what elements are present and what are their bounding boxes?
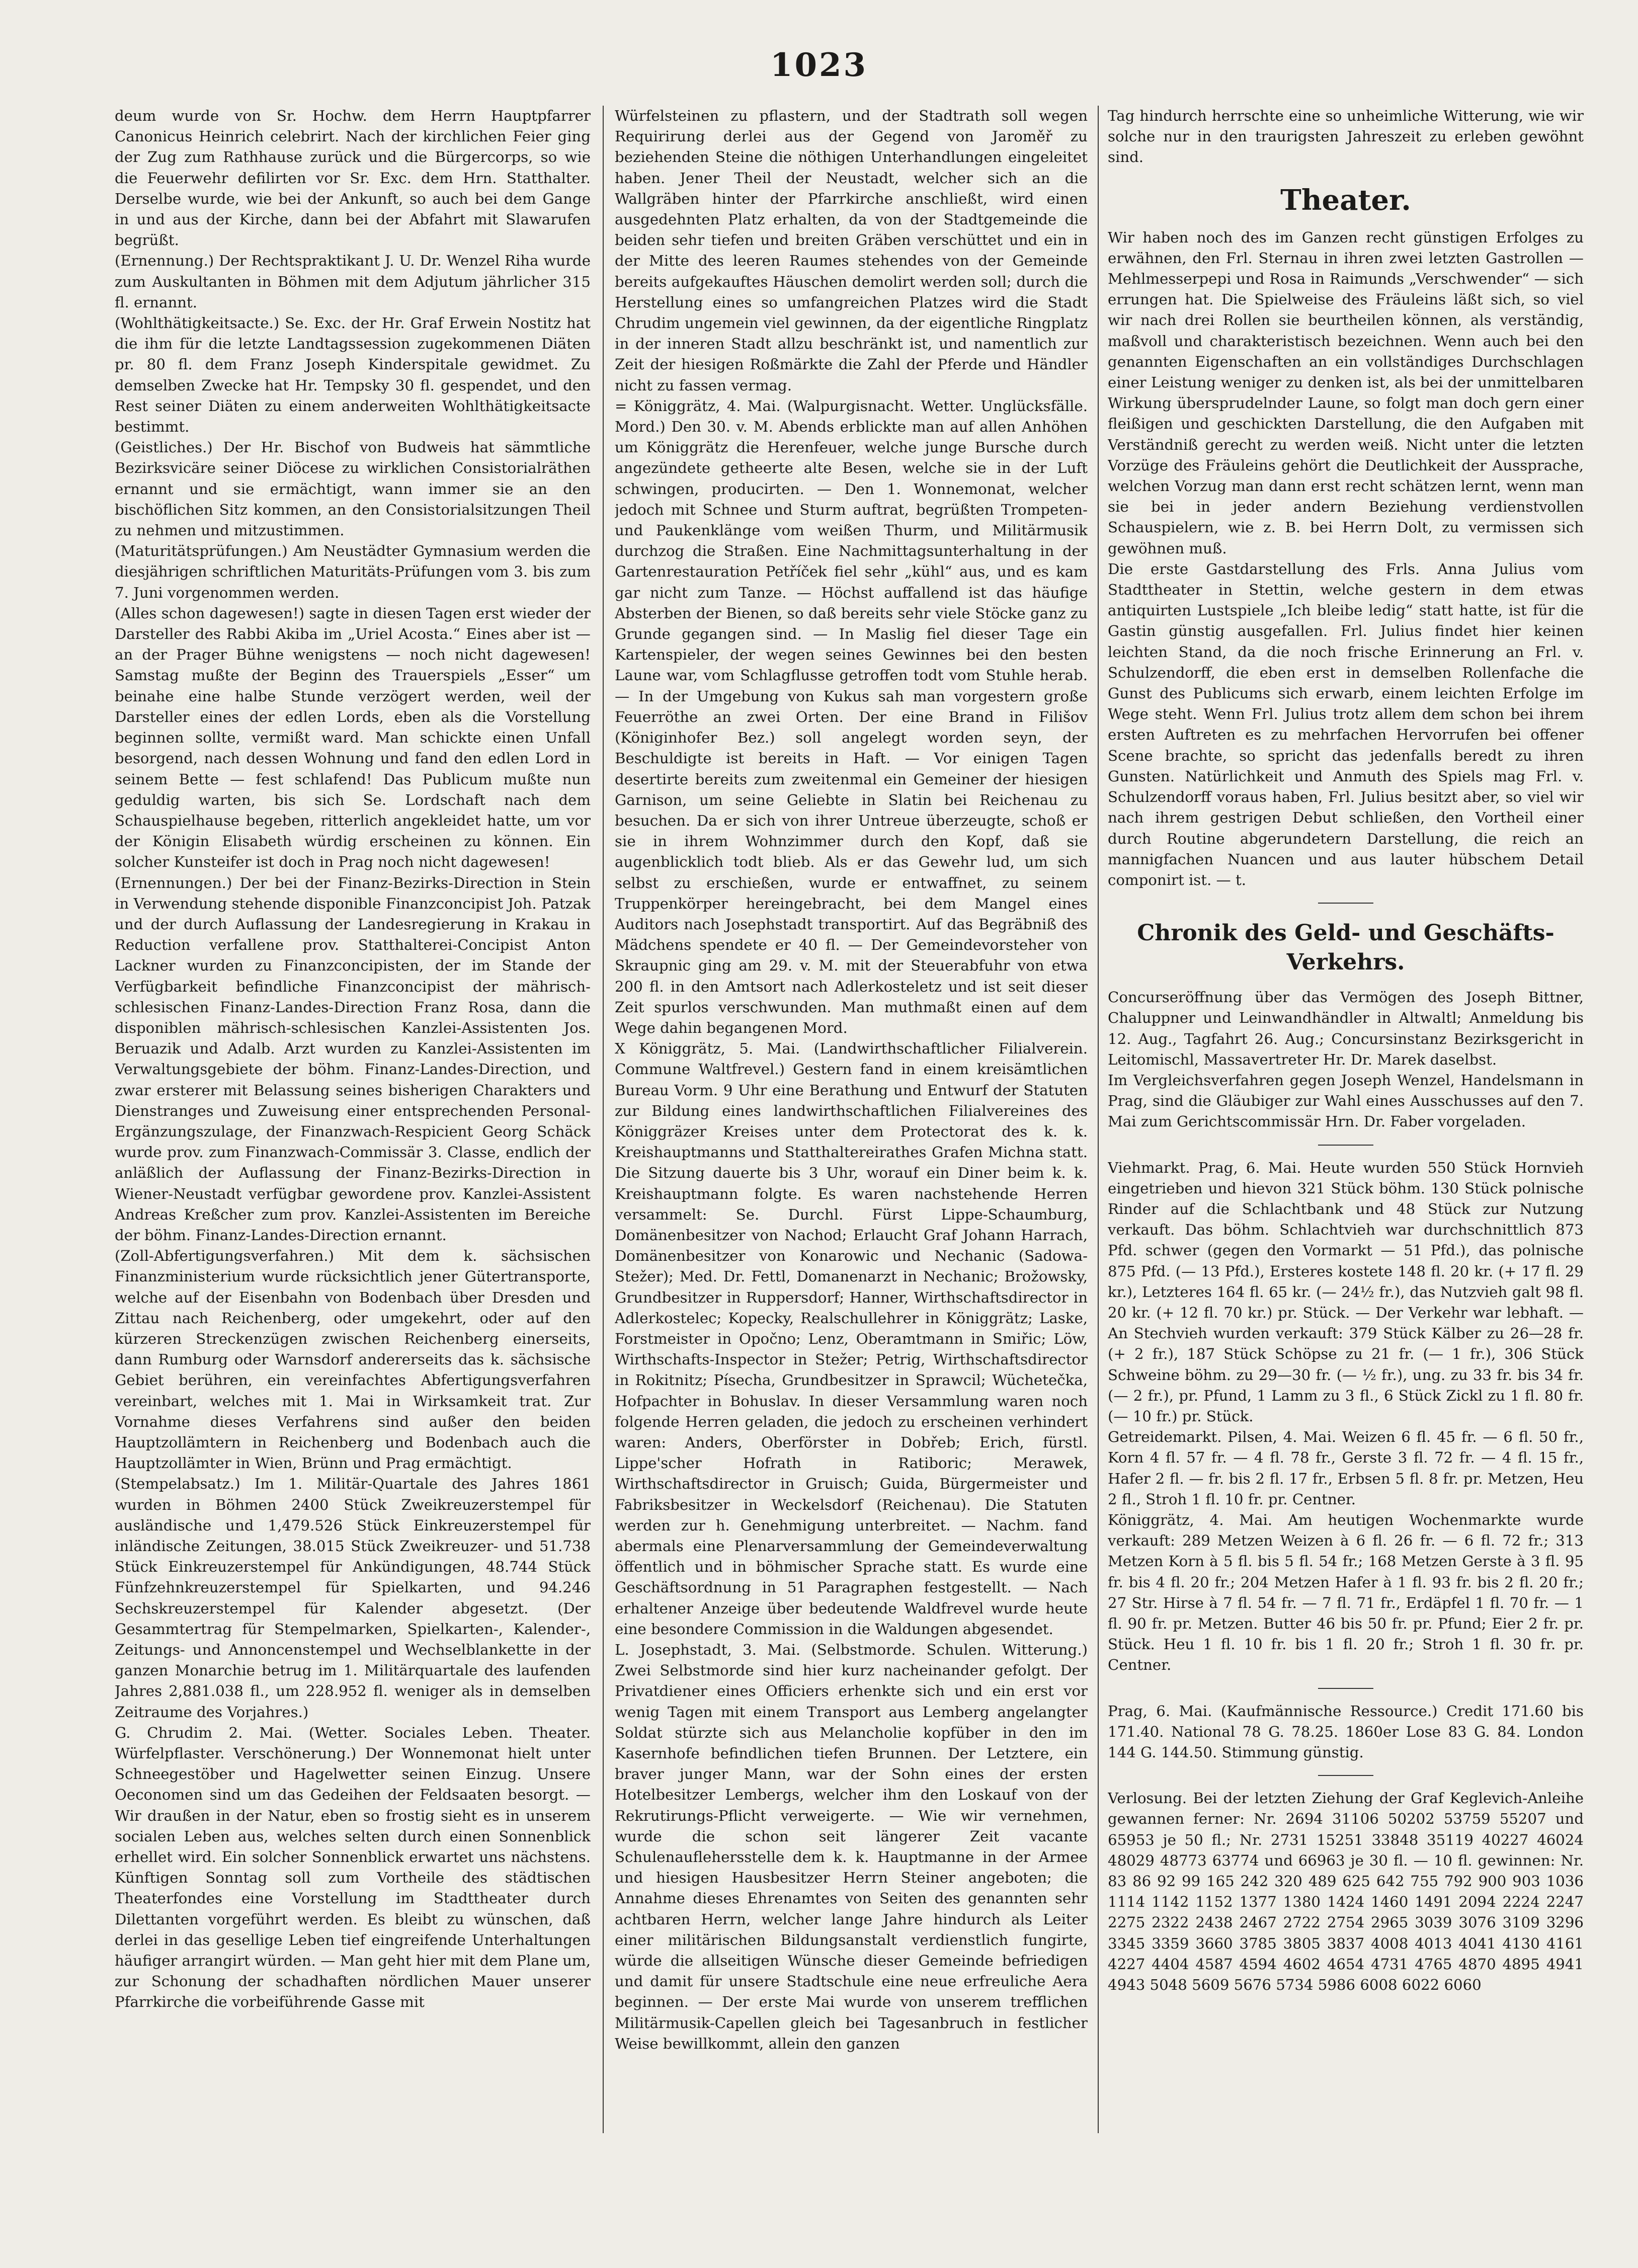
section-divider (1318, 1145, 1373, 1146)
column-rule (1098, 106, 1099, 2133)
paragraph: Würfelsteinen zu pflastern, und der Stadtrath soll wegen Requirirung derlei aus der Gegend von Jaroměř zu beziehenden Steine die nöthigen Unterhandlungen eingeleitet haben. Jener Theil der Neustadt, welcher sich an die Wallgräben hinter der Pfarrkirche anschließt, wird einen ausgedehnten Platz erhalten, da von der Stadtgemeinde die beiden sehr tiefen und breiten Gräben verschüttet und ein in der Mitte des leeren Raumes stehendes von der Gemeinde bereits aufgekauftes Häuschen demolirt werden soll; durch die Herstellung eines so umfangreichen Platzes wird die Stadt Chrudim ungemein viel gewinnen, da der eigentliche Ringplatz in der inneren Stadt allzu beschränkt ist, und namentlich zur Zeit der hiesigen Roßmärkte die Zahl der Pferde und Händler nicht zu fassen vermag. (615, 107, 1088, 394)
page-number: 1023 (770, 46, 868, 84)
column-rule (603, 106, 604, 2133)
paragraph: (Stempelabsatz.) Im 1. Militär-Quartale des Jahres 1861 wurden in Böhmen 2400 Stück Zweikreuzerstempel für ausländische und 1,479.526 Stück Einkreuzerstempel für inländische Zeitungen, 38.015 Stück Zweikreuzer- und 51.738 Stück Einkreuzerstempel für Ankündigungen, 48.744 Stück Fünfzehnkreuzerstempel für Spielkarten, und 94.246 Sechskreuzerstempel für Kalender abgesetzt. (Der Gesammtertrag für Stempelmarken, Spielkarten-, Kalender-, Zeitungs- und Annoncenstempel und Wechselblankette in der ganzen Monarchie betrug im 1. Militärquartale des laufenden Jahres 2,881.038 fl., um 228.952 fl. weniger als in demselben Zeitraume des Vorjahres.) (115, 1475, 591, 1721)
paragraph: Verlosung. Bei der letzten Ziehung der Graf Keglevich-Anleihe gewannen ferner: Nr. 2694 31106 50202 53759 55207 und 65953 je 50 fl.; Nr. 2731 15251 33848 35119 40227 46024 48029 48773 63774 und 66963 je 30 fl. — 10 fl. gewinnen: Nr. 83 86 92 99 165 242 320 489 625 642 755 792 900 903 1036 1114 1142 1152 1377 1380 1424 1460 1491 2094 2224 2247 2275 2322 2438 2467 2722 2754 2965 3039 3076 3109 3296 3345 3359 3660 3785 3805 3837 4008 4013 4041 4130 4161 4227 4404 4587 4594 4602 4654 4731 4765 4870 4895 4941 4943 5048 5609 5676 5734 5986 6008 6022 6060 (1108, 1790, 1584, 1994)
paragraph: (Ernennung.) Der Rechtspraktikant J. U. Dr. Wenzel Riha wurde zum Auskultanten in Böhmen mit dem Adjutum jährlicher 315 fl. ernannt. (115, 252, 591, 311)
paragraph: (Wohlthätigkeitsacte.) Se. Exc. der Hr. Graf Erwein Nostitz hat die ihm für die letzte Landtagssession zugekommenen Diäten pr. 80 fl. dem Franz Joseph Kinderspitale gewidmet. Zu demselben Zwecke hat Hr. Tempsky 30 fl. gespendet, und den Rest seiner Diäten zu einem anderweiten Wohlthätigkeitsacte bestimmt. (115, 314, 591, 436)
paragraph: (Ernennungen.) Der bei der Finanz-Bezirks-Direction in Stein in Verwendung stehende disponible Finanzconcipist Joh. Patzak und der durch Auflassung der Landesregierung in Krakau in Reduction verfallene prov. Statthalterei-Concipist Anton Lackner wurden zu Finanzconcipisten, der im Stande der Verfügbarkeit befindliche Finanzconcipist der mährisch-schlesischen Finanz-Landes-Direction Franz Rosa, dann die disponiblen mährisch-schlesischen Kanzlei-Assistenten Jos. Beruazik und Adalb. Arzt wurden zu Kanzlei-Assistenten im Verwaltungsgebiete der böhm. Finanz-Landes-Direction, und zwar ersterer mit Belassung seines bisherigen Charakters und Dienstranges und Zuweisung einer entsprechenden Personal-Ergänzungszulage, der Finanzwach-Respicient Georg Schäck wurde prov. zum Finanzwach-Commissär 3. Classe, endlich der anläßlich der Auflassung der Finanz-Bezirks-Direction in Wiener-Neustadt verfügbar gewordene prov. Kanzlei-Assistent Andreas Kreßcher zum prov. Kanzlei-Assistenten im Bereiche der böhm. Finanz-Landes-Direction ernannt. (115, 874, 591, 1244)
paragraph: Königgrätz, 4. Mai. Am heutigen Wochenmarkte wurde verkauft: 289 Metzen Weizen à 6 fl. 26 fr. — 6 fl. 72 fr.; 313 Metzen Korn à 5 fl. bis 5 fl. 54 fr.; 168 Metzen Gerste à 3 fl. 95 fr. bis 4 fl. 20 fr.; 204 Metzen Hafer à 1 fl. 93 fr. bis 2 fl. 20 fr.; 27 Str. Hirse à 7 fl. 54 fr. — 7 fl. 71 fr., Erdäpfel 1 fl. 70 fr. — 1 fl. 90 fr. pr. Metzen. Butter 46 bis 50 fr. pr. Pfund; Eier 2 fr. pr. Stück. Heu 1 fl. 10 fr. bis 1 fl. 20 fr.; Stroh 1 fl. 30 fr. pr. Centner. (1108, 1511, 1584, 1674)
theater-heading: Theater. (1280, 183, 1411, 217)
section-divider (1318, 1688, 1373, 1689)
paragraph: deum wurde von Sr. Hochw. dem Herrn Hauptpfarrer Canonicus Heinrich celebrirt. Nach der kirchlichen Feier ging der Zug zum Rathhause zurück und die Bürgercorps, so wie die Feuerwehr defilirten vor Sr. Exc. dem Hrn. Statthalter. Derselbe wurde, wie bei der Ankunft, so auch bei dem Gange in und aus der Kirche, dann bei der Abfahrt mit Slawarufen begrüßt. (115, 107, 591, 249)
paragraph: Getreidemarkt. Pilsen, 4. Mai. Weizen 6 fl. 45 fr. — 6 fl. 50 fr., Korn 4 fl. 57 fr. — 4 fl. 78 fr., Gerste 3 fl. 72 fr. — 4 fl. 15 fr., Hafer 2 fl. — fr. bis 2 fl. 17 fr., Erbsen 5 fl. 8 fr. pr. Metzen, Heu 2 fl., Stroh 1 fl. 10 fr. pr. Centner. (1108, 1428, 1584, 1508)
paragraph: Concurseröffnung über das Vermögen des Joseph Bittner, Chaluppner und Leinwandhändler in Altwaltl; Anmeldung bis 12. Aug., Tagfahrt 26. Aug.; Concursinstanz Bezirksgericht in Leitomischl, Massavertreter Hr. Dr. Marek daselbst. (1108, 989, 1584, 1068)
paragraph: G. Chrudim 2. Mai. (Wetter. Sociales Leben. Theater. Würfelpflaster. Verschönerung.) Der Wonnemonat hielt unter Schneegestöber und Hagelwetter seinen Einzug. Unsere Oeconomen sind um das Gedeihen der Feldsaaten besorgt. — Wir draußen in der Natur, eben so frostig sieht es in unserem socialen Leben aus, welches selten durch einen Sonnenblick erhellet wird. Ein solcher Sonnenblick erwartet uns nächstens. Künftigen Sonntag soll zum Vortheile des städtischen Theaterfondes eine Vorstellung im Stadttheater durch Dilettanten vorgeführt werden. Es bleibt zu wünschen, daß derlei in das gesellige Leben tief eingreifende Unterhaltungen häufiger arrangirt würden. — Man geht hier mit dem Plane um, zur Schonung der schadhaften nördlichen Mauer unserer Pfarrkirche die vorbeiführende Gasse mit (115, 1724, 591, 2011)
column-left (115, 106, 591, 2244)
paragraph: (Alles schon dagewesen!) sagte in diesen Tagen erst wieder der Darsteller des Rabbi Akiba im „Uriel Acosta.“ Eines aber ist — an der Prager Bühne wenigstens — noch nicht dagewesen! Samstag mußte der Beginn des Trauerspiels „Esser“ um beinahe eine halbe Stunde verzögert werden, weil der Darsteller eines der edlen Lords, eben als die Vorstellung beginnen sollte, vermißt ward. Man schickte einen Unfall besorgend, nach dessen Wohnung und fand den edlen Lord in seinem Bette — fest schlafend! Das Publicum mußte nun geduldig warten, bis sich Se. Lordschaft nach dem Schauspielhause begeben, ritterlich angekleidet hatte, um vor der Königin Elisabeth würdig erscheinen zu können. Ein solcher Kunsteifer ist doch in Prag noch nicht dagewesen! (115, 604, 591, 871)
paragraph: L. Josephstadt, 3. Mai. (Selbstmorde. Schulen. Witterung.) Zwei Selbstmorde sind hier kurz nacheinander gefolgt. Der Privatdiener eines Officiers erhenkte sich und ein erst vor wenig Tagen mit einem Transport aus Lemberg angelangter Soldat stürzte sich aus Melancholie kopfüber in den im Kasernhofe befindlichen tiefen Brunnen. Der Letztere, ein braver junger Mann, war der Sohn eines der ersten Hotelbesitzer Lembergs, welcher ihm den Loskauf von der Rekrutirungs-Pflicht verweigerte. — Wie wir vernehmen, wurde die schon seit längerer Zeit vacante Schulenauflehersstelle dem k. k. Hauptmanne in der Armee und hiesigen Hausbesitzer Herrn Steiner angeboten; die Annahme dieses Ehrenamtes von Seiten des genannten sehr achtbaren Herrn, welcher lange Jahre hindurch als Leiter einer militärischen Bildungsanstalt verdienstlich fungirte, würde die allseitigen Wünsche dieser Gemeinde befriedigen und damit für unsere Stadtschule eine neue erfreuliche Aera beginnen. — Der erste Mai wurde von unserem trefflichen Militärmusik-Capellen gleich bei Tagesanbruch in festlicher Weise bewillkommt, allein den ganzen (615, 1641, 1088, 2052)
section-divider (1318, 903, 1373, 904)
column-right (1108, 106, 1584, 2244)
paragraph: (Maturitätsprüfungen.) Am Neustädter Gymnasium werden die diesjährigen schriftlichen Maturitäts-Prüfungen vom 3. bis zum 7. Juni vorgenommen werden. (115, 542, 591, 601)
paragraph: Prag, 6. Mai. (Kaufmännische Ressource.) Credit 171.60 bis 171.40. National 78 G. 78.25. 1860er Lose 83 G. 84. London 144 G. 144.50. Stimmung günstig. (1108, 1702, 1584, 1761)
paragraph: Viehmarkt. Prag, 6. Mai. Heute wurden 550 Stück Hornvieh eingetrieben und hievon 321 Stück böhm. 130 Stück polnische Rinder auf die Schlachtbank und 48 Stück zur Nutzung verkauft. Das böhm. Schlachtvieh war durchschnittlich 873 Pfd. schwer (gegen den Vormarkt — 51 Pfd.), das polnische 875 Pfd. (— 13 Pfd.), Ersteres kostete 148 fl. 20 kr. (+ 17 fl. 29 kr.), Letzteres 164 fl. 65 kr. (— 24½ fr.), das Nutzvieh galt 98 fl. 20 kr. (+ 12 fl. 70 kr.) pr. Stück. — Der Verkehr war lebhaft. — An Stechvieh wurden verkauft: 379 Stück Kälber zu 26—28 fr. (+ 2 fr.), 187 Stück Schöpse zu 21 fr. (— 1 fr.), 306 Stück Schweine böhm. zu 29—30 fr. (— ½ fr.), ung. zu 33 fr. bis 34 fr. (— 2 fr.), pr. Pfund, 1 Lamm zu 3 fl., 6 Stück Zickl zu 1 fl. 80 fr. (— 10 fr.) pr. Stück. (1108, 1159, 1584, 1425)
paragraph: Im Vergleichsverfahren gegen Joseph Wenzel, Handelsmann in Prag, sind die Gläubiger zur Wahl eines Ausschusses auf den 7. Mai zum Gerichtscommissär Hrn. Dr. Faber vorgeladen. (1108, 1071, 1584, 1130)
column-middle (615, 106, 1088, 2244)
chronik-heading: Chronik des Geld- und Geschäfts-Verkehrs. (1137, 920, 1554, 976)
paragraph: (Geistliches.) Der Hr. Bischof von Budweis hat sämmtliche Bezirksvicäre seiner Diöcese zu wirklichen Consistorialräthen ernannt und sie ermächtigt, wann immer sie an den bischöflichen Sitz kommen, an den Consistorialsitzungen Theil zu nehmen und mitzustimmen. (115, 439, 591, 539)
paragraph: Tag hindurch herrschte eine so unheimliche Witterung, wie wir solche nur in den traurigsten Jahreszeit zu erleben gewöhnt sind. (1108, 107, 1584, 166)
section-divider (1318, 1775, 1373, 1776)
paragraph: (Zoll-Abfertigungsverfahren.) Mit dem k. sächsischen Finanzministerium wurde rücksichtlich jener Gütertransporte, welche auf der Eisenbahn von Bodenbach über Dresden und Zittau nach Reichenberg, oder umgekehrt, oder auf den kürzeren Streckenzügen zwischen Reichenberg einerseits, dann Rumburg oder Warnsdorf andererseits das k. sächsische Gebiet berühren, ein vereinfachtes Abfertigungsverfahren vereinbart, welches mit 1. Mai in Wirksamkeit trat. Zur Vornahme dieses Verfahrens sind außer den beiden Hauptzollämtern in Reichenberg und Bodenbach auch die Hauptzollämter in Wien, Brünn und Prag ermächtigt. (115, 1247, 591, 1472)
paragraph: = Königgrätz, 4. Mai. (Walpurgisnacht. Wetter. Unglücksfälle. Mord.) Den 30. v. M. Abends erblickte man auf allen Anhöhen um Königgrätz die Herenfeuer, welche junge Bursche durch angezündete getheerte alte Besen, welche sie in der Luft schwingen, producirten. — Den 1. Wonnemonat, welcher jedoch mit Schnee und Sturm auftrat, begrüßten Trompeten- und Paukenklänge vom weißen Thurm, und Militärmusik durchzog die Straßen. Eine Nachmittagsunterhaltung in der Gartenrestauration Petříček fiel sehr „kühl“ aus, und es kam gar nicht zum Tanze. — Höchst auffallend ist das häufige Absterben der Bienen, so daß bereits sehr viele Stöcke ganz zu Grunde gegangen sind. — In Maslig fiel dieser Tage ein Kartenspieler, der wegen seines Gewinnes bei den besten Laune war, vom Schlagflusse getroffen todt vom Stuhle herab. — In der Umgebung von Kukus sah man vorgestern große Feuerröthe an zwei Orten. Der eine Brand in Filišov (Königinhofer Bez.) soll angelegt worden seyn, der Beschuldigte ist bereits in Haft. — Vor einigen Tagen desertirte bereits zum zweitenmal ein Gemeiner der hiesigen Garnison, um seine Geliebte in Slatin bei Reichenau zu besuchen. Da er sich von ihrer Untreue überzeugte, schoß er sie in ihrem Wohnzimmer durch den Kopf, daß sie augenblicklich todt blieb. Als er das Gewehr lud, um sich selbst zu erschießen, wurde er entwaffnet, zu seinem Truppenkörper hereingebracht, bei dem Mangel eines Auditors nach Josephstadt transportirt. Auf das Begräbniß des Mädchens spendete er 40 fl. — Der Gemeindevorsteher von Skraupnic ging am 29. v. M. mit der Steuerabfuhr von etwa 200 fl. in den Amtsort nach Adlerkosteletz und ist seit dieser Zeit spurlos verschwunden. Man muthmaßt einen auf dem Wege dahin begangenen Mord. (615, 397, 1088, 1036)
paragraph: Wir haben noch des im Ganzen recht günstigen Erfolges zu erwähnen, den Frl. Sternau in ihren zwei letzten Gastrollen — Mehlmesserpepi und Rosa in Raimunds „Verschwender“ — sich errungen hat. Die Spielweise des Fräuleins läßt sich, so viel wir nach drei Rollen sie beurtheilen können, als verständig, maßvoll und charakteristisch bezeichnen. Wenn auch bei den genannten Eigenschaften an ein vollständiges Durchschlagen einer Leistung weniger zu denken ist, als bei der unmittelbaren Wirkung übersprudelnder Laune, so folgt man doch gern einer fleißigen und geschickten Darstellung, die den Aufgaben mit Verständniß gerecht zu werden weiß. Nicht unter die letzten Vorzüge des Fräuleins gehört die Deutlichkeit der Aussprache, welchen Vorzug man dann erst recht schätzen lernt, wenn man sie bei in jeder andern Beziehung verdienstvollen Schauspielern, wie z. B. bei Herrn Dolt, zu vermissen sich gewöhnen muß. (1108, 228, 1584, 557)
paragraph: Die erste Gastdarstellung des Frls. Anna Julius vom Stadttheater in Stettin, welche gestern in dem etwas antiquirten Lustspiele „Ich bleibe ledig“ statt hatte, ist für die Gastin günstig ausgefallen. Frl. Julius findet hier keinen leichten Stand, da die noch frische Erinnerung an Frl. v. Schulzendorff, die eben erst in demselben Rollenfache die Gunst des Publicums sich erwarb, einem leichten Erfolge im Wege steht. Wenn Frl. Julius trotz allem dem schon bei ihrem ersten Auftreten es zu mehrfachen Hervorrufen bei offener Scene brachte, so spricht das jedenfalls beredt zu ihren Gunsten. Natürlichkeit und Anmuth des Spiels mag Frl. v. Schulzendorff voraus haben, Frl. Julius besitzt aber, so viel wir nach ihrem gestrigen Debut schließen, den Vortheil einer durch Routine abgerundetern Darstellung, die reich an mannigfachen Nuancen und aus lauter hübschem Detail componirt ist. — t. (1108, 560, 1584, 888)
paragraph: X Königgrätz, 5. Mai. (Landwirthschaftlicher Filialverein. Commune Waltfrevel.) Gestern fand in einem kreisämtlichen Bureau Vorm. 9 Uhr eine Berathung und Entwurf der Statuten zur Bildung eines landwirthschaftlichen Filialvereines des Königgräzer Kreises unter dem Protectorat des k. k. Kreishauptmanns und Statthaltereirathes Grafen Michna statt. Die Sitzung dauerte bis 3 Uhr, worauf ein Diner beim k. k. Kreishauptmann folgte. Es waren nachstehende Herren versammelt: Se. Durchl. Fürst Lippe-Schaumburg, Domänenbesitzer von Nachod; Erlaucht Graf Johann Harrach, Domänenbesitzer von Konarowic und Nechanic (Sadowa-Stežer); Med. Dr. Fettl, Domanenarzt in Nechanic; Brožowsky, Grundbesitzer in Ruppersdorf; Hanner, Wirthschaftsdirector in Adlerkostelec; Kopecky, Realschullehrer in Königgrätz; Laske, Forstmeister in Opočno; Lenz, Oberamtmann in Smiřic; Löw, Wirthschafts-Inspector in Stežer; Petrig, Wirthschaftsdirector in Rokitnitz; Písecha, Grundbesitzer in Sprawcil; Wüchetečka, Hofpachter in Bohuslav. In dieser Versammlung waren noch folgende Herren geladen, die jedoch zu erscheinen verhindert waren: Anders, Oberförster in Dobřeb; Erich, fürstl. Lippe'scher Hofrath in Ratiboric; Merawek, Wirthschaftsdirector in Gruisch; Guida, Bürgermeister und Fabriksbesitzer in Weckelsdorf (Reichenau). Die Statuten werden zur h. Genehmigung unterbreitet. — Nachm. fand abermals eine Plenarversammlung der Gemeindeverwaltung öffentlich und in böhmischer Sprache statt. Es wurde eine Geschäftsordnung in 51 Paragraphen festgestellt. — Nach erhaltener Anzeige über bedeutende Waldfrevel wurde heute eine besondere Commission in die Waldungen abgesendet. (615, 1040, 1088, 1638)
